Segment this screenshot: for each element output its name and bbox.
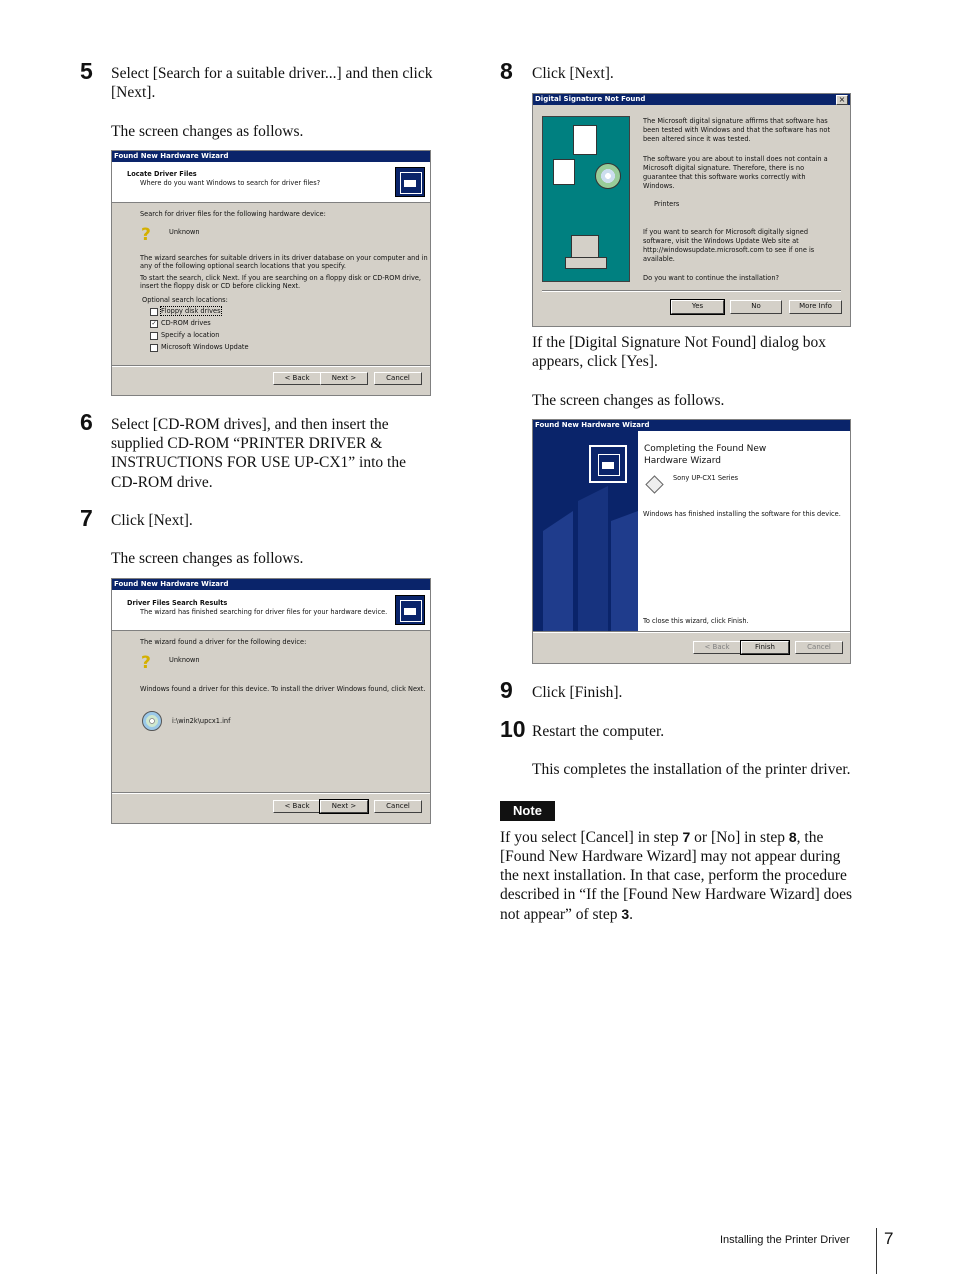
installed-device-name: Sony UP-CX1 Series [673, 474, 739, 482]
wizard-subheading: The wizard has finished searching for driver files for your hardware device. [140, 608, 388, 616]
next-button[interactable]: Next > [320, 800, 368, 813]
search-for-label: Search for driver files for the following hardware device: [140, 210, 326, 218]
floppy-icon [553, 159, 575, 185]
found-for-label: The wizard found a driver for the following device: [140, 638, 307, 646]
button-separator [533, 631, 850, 633]
note-line1 [500, 828, 823, 848]
footer-divider [876, 1228, 877, 1274]
note-text: If you select [Cancel] in step [500, 829, 683, 846]
cd-icon [595, 163, 621, 189]
windows-update-checkbox[interactable] [150, 344, 158, 352]
floppy-option-label[interactable]: Floppy disk drives [161, 307, 221, 315]
driver-file-path: i:\win2k\upcx1.inf [172, 717, 231, 725]
hardware-wizard-icon [395, 595, 425, 625]
p2-line2: Microsoft digital signature. Therefore, there is no [643, 164, 805, 172]
finish-button[interactable]: Finish [741, 641, 789, 654]
back-button[interactable]: < Back [693, 641, 741, 654]
found-driver-message: Windows found a driver for this device. To install the driver Windows found, click Next. [140, 685, 426, 693]
driver-search-results-dialog [111, 578, 431, 824]
unknown-device-icon: ? [141, 653, 151, 673]
cancel-button[interactable]: Cancel [374, 372, 422, 385]
para1-line1: The wizard searches for suitable drivers in its driver database on your computer and in [140, 254, 428, 262]
wizard-header [112, 162, 430, 203]
step-10-text: Restart the computer. [532, 723, 665, 740]
button-separator [112, 365, 430, 367]
p1-line2: been tested with Windows and that the software has not [643, 126, 831, 134]
note-line3: the next installation. In that case, perform the procedure [500, 867, 847, 884]
note-label: Note [500, 801, 555, 821]
dialog-titlebar: Found New Hardware Wizard [112, 579, 430, 590]
step-8-result-line2: appears, click [Yes]. [532, 353, 658, 370]
step-6-text-line1: Select [CD-ROM drives], and then insert the [111, 416, 389, 433]
specify-location-option-label[interactable]: Specify a location [161, 331, 220, 339]
hardware-wizard-icon [395, 167, 425, 197]
wizard-heading: Driver Files Search Results [127, 599, 228, 607]
keyboard-icon [565, 257, 607, 269]
footer-section-title: Installing the Printer Driver [720, 1234, 850, 1246]
button-separator [112, 792, 430, 794]
device-name: Printers [654, 200, 680, 208]
p2-line1: The software you are about to install does not contain a [643, 155, 828, 163]
cancel-button[interactable]: Cancel [795, 641, 843, 654]
step-8-result-line1: If the [Digital Signature Not Found] dialog box [532, 334, 827, 351]
locate-driver-files-dialog [111, 150, 431, 396]
para2-line2: insert the floppy disk or CD before clicking Next. [140, 282, 301, 290]
note-text: , the [796, 829, 824, 846]
device-name: Unknown [169, 656, 200, 664]
wizard-header [112, 590, 430, 631]
cancel-button[interactable]: Cancel [374, 800, 422, 813]
p3-line3: http://windowsupdate.microsoft.com to see if one is [643, 246, 815, 254]
p1-line1: The Microsoft digital signature affirms that software has [643, 117, 828, 125]
step-7-result: The screen changes as follows. [111, 550, 304, 567]
p3-line4: available. [643, 255, 675, 263]
dialog-titlebar: Found New Hardware Wizard [533, 420, 850, 431]
page-number: 7 [884, 1229, 894, 1248]
windows-update-option-label[interactable]: Microsoft Windows Update [161, 343, 249, 351]
step-6-number: 6 [80, 409, 93, 435]
step-8-text: Click [Next]. [532, 65, 614, 82]
cd-file-icon [142, 711, 162, 731]
note-line5 [500, 905, 633, 925]
p3-line2: software, visit the Windows Update Web site at [643, 237, 799, 245]
step-8-number: 8 [500, 58, 513, 84]
step-6-text-line4: CD-ROM drive. [111, 474, 213, 491]
step-10-number: 10 [500, 716, 526, 742]
completing-wizard-dialog [532, 419, 851, 664]
step-6-text-line2: supplied CD-ROM “PRINTER DRIVER & [111, 435, 383, 452]
p3-line1: If you want to search for Microsoft digitally signed [643, 228, 809, 236]
para2-line1: To start the search, click Next. If you are searching on a floppy disk or CD-ROM drive, [140, 274, 422, 282]
cdrom-checkbox[interactable]: ✓ [151, 320, 157, 327]
p1-line3: been altered since it was tested. [643, 135, 751, 143]
digital-signature-dialog [532, 93, 851, 327]
note-step-ref: 8 [788, 829, 797, 845]
step-9-number: 9 [500, 677, 513, 703]
computer-icon [571, 235, 599, 259]
p2-line3: guarantee that this software works correctly with [643, 173, 806, 181]
step-5-text-line2: [Next]. [111, 84, 156, 101]
note-step-ref: 3 [621, 906, 630, 922]
step-7-text: Click [Next]. [111, 512, 193, 529]
optional-locations-label: Optional search locations: [142, 296, 228, 304]
back-button[interactable]: < Back [273, 372, 321, 385]
step-5-result: The screen changes as follows. [111, 123, 304, 140]
para1-line2: any of the following optional search locations that you specify. [140, 262, 346, 270]
dialog-titlebar: Digital Signature Not Found [533, 94, 850, 105]
p2-line4: Windows. [643, 182, 675, 190]
step-10-result: This completes the installation of the printer driver. [532, 761, 851, 778]
note-line2: [Found New Hardware Wizard] may not appear during [500, 848, 841, 865]
signature-illustration [542, 116, 630, 282]
wizard-subheading: Where do you want Windows to search for driver files? [140, 179, 321, 187]
step-6-text-line3: INSTRUCTIONS FOR USE UP-CX1” into the [111, 454, 406, 471]
wizard-side-panel [533, 431, 638, 631]
document-icon [573, 125, 597, 155]
step-5-number: 5 [80, 58, 93, 84]
yes-button[interactable]: Yes [671, 300, 724, 314]
step-7-number: 7 [80, 505, 93, 531]
note-text: not appear” of step [500, 906, 622, 923]
more-info-button[interactable]: More Info [789, 300, 842, 314]
back-button[interactable]: < Back [273, 800, 321, 813]
next-button[interactable]: Next > [320, 372, 368, 385]
floppy-checkbox[interactable] [150, 308, 158, 316]
specify-location-checkbox[interactable] [150, 332, 158, 340]
cdrom-option-label[interactable]: CD-ROM drives [161, 319, 211, 327]
completing-heading-line2: Hardware Wizard [644, 456, 722, 466]
close-wizard-message: To close this wizard, click Finish. [643, 617, 749, 625]
device-name: Unknown [169, 228, 200, 236]
button-separator [542, 290, 841, 292]
no-button[interactable]: No [730, 300, 782, 314]
step-8-result-line3: The screen changes as follows. [532, 392, 725, 409]
dialog-titlebar: Found New Hardware Wizard [112, 151, 430, 162]
hardware-wizard-icon [589, 445, 627, 483]
close-icon[interactable]: × [836, 95, 848, 105]
unknown-device-icon: ? [141, 225, 151, 245]
note-text: or [No] in step [690, 829, 789, 846]
note-text: . [629, 906, 634, 923]
continue-question: Do you want to continue the installation? [643, 274, 780, 282]
completing-heading-line1: Completing the Found New [644, 444, 767, 454]
step-5-text-line1: Select [Search for a suitable driver...] and then click [111, 65, 433, 82]
note-line4: described in “If the [Found New Hardware Wizard] does [500, 886, 853, 903]
note-step-ref: 7 [682, 829, 691, 845]
wizard-heading: Locate Driver Files [127, 170, 197, 178]
step-9-text: Click [Finish]. [532, 684, 623, 701]
finished-message: Windows has finished installing the software for this device. [643, 510, 841, 518]
